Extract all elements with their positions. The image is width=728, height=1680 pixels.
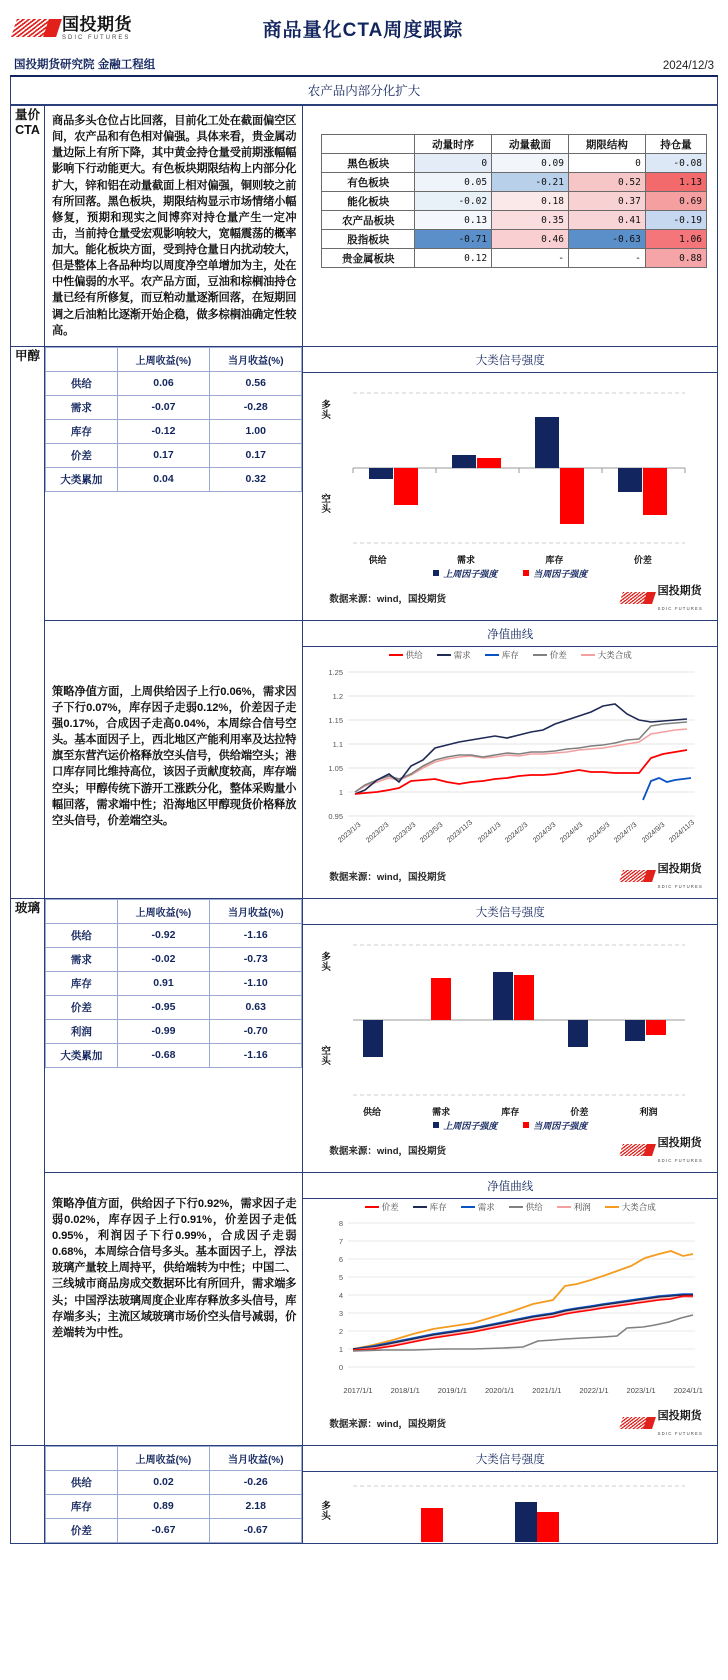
gnv-label-inventory: 库存 — [429, 1201, 447, 1212]
heatmap-cell: -0.08 — [645, 154, 706, 173]
svg-text:1.2: 1.2 — [332, 691, 344, 701]
methanol-ret-corner — [46, 347, 118, 371]
glass-bar-chart — [303, 925, 717, 1172]
svg-text:1.25: 1.25 — [328, 667, 344, 677]
gnv-xtick-6: 2023/1/1 — [626, 1385, 656, 1395]
heatmap-cell: 0.41 — [568, 211, 645, 230]
svg-text:1: 1 — [339, 1344, 344, 1354]
heatmap-row-label: 股指板块 — [322, 230, 415, 249]
svg-text:0: 0 — [339, 1362, 344, 1372]
methanol-bar-chart-cell — [303, 346, 718, 620]
bottom-bar-svg — [303, 1472, 715, 1542]
returns-week-value: -0.12 — [117, 419, 209, 443]
gnv-line-profit-icon — [557, 1206, 571, 1209]
row-label-overview: 量价CTA — [11, 106, 45, 347]
nv-xtick-3: 2023/5/3 — [419, 821, 445, 845]
nv-line-inventory-icon — [485, 654, 499, 657]
glass-bar-legend — [303, 1118, 717, 1132]
svg-text:2: 2 — [339, 1326, 344, 1336]
legend-label-curr: 当周因子强度 — [533, 568, 588, 579]
glass-legend-label-curr: 当周因子强度 — [533, 1120, 588, 1131]
bottom-bar-chart-cell — [303, 1445, 718, 1543]
nv-line-demand-icon — [437, 654, 451, 657]
glass-legend-swatch-prev-icon — [433, 1122, 439, 1128]
table-row — [46, 1470, 302, 1494]
gnv-xtick-4: 2021/1/1 — [532, 1385, 562, 1395]
heatmap-col-momentum-ts: 动量时序 — [415, 135, 492, 154]
gnv-line-spread-icon — [365, 1206, 379, 1209]
glass-nv-chart-cell — [303, 1172, 718, 1445]
returns-month-value: -0.26 — [210, 1470, 302, 1494]
nv-xtick-6: 2024/2/3 — [504, 821, 530, 845]
nv-xtick-12: 2024/11/3 — [667, 819, 696, 845]
watermark-diamond-icon — [621, 590, 655, 606]
legend-swatch-prev-icon — [433, 570, 439, 576]
returns-month-value: -1.10 — [210, 971, 302, 995]
returns-month-value: -0.28 — [210, 395, 302, 419]
nv-legend-supply — [389, 649, 423, 661]
heatmap-cell: 0.13 — [415, 211, 492, 230]
methanol-nv-title: 净值曲线 — [303, 621, 717, 647]
gnv-label-composite: 大类合成 — [621, 1201, 656, 1212]
svg-text:1.1: 1.1 — [332, 739, 344, 749]
methanol-ret-col-week: 上周收益(%) — [117, 347, 209, 371]
gnv-label-supply: 供给 — [525, 1201, 543, 1212]
heatmap-corner — [322, 135, 415, 154]
glass-nv-legend — [303, 1199, 717, 1214]
gnv-xtick-0: 2017/1/1 — [343, 1385, 373, 1395]
bottom-bar-chart — [303, 1472, 717, 1542]
methanol-bar-svg — [303, 373, 715, 553]
glass-bar-chart-title: 大类信号强度 — [303, 899, 717, 925]
watermark-name-en-3: SDIC FUTURES — [657, 1157, 703, 1163]
row-overview — [11, 106, 718, 347]
watermark-name-cn-2: 国投期货 — [657, 862, 702, 875]
watermark-name-cn: 国投期货 — [657, 584, 702, 597]
gnv-label-demand: 需求 — [477, 1201, 495, 1212]
overview-heatmap-cell — [303, 106, 718, 347]
glass-cat-1: 需求 — [432, 1106, 451, 1117]
glass-returns-table — [45, 899, 302, 1068]
heatmap-cell: -0.63 — [568, 230, 645, 249]
row-glass-top — [11, 898, 718, 1172]
nv-label-spread: 价差 — [549, 649, 567, 660]
logo-diamond-icon — [14, 16, 58, 40]
returns-month-value: 0.63 — [210, 995, 302, 1019]
glass-nv-source-row — [303, 1395, 717, 1445]
glass-ret-col-week: 上周收益(%) — [117, 899, 209, 923]
methanol-nv-chart-cell — [303, 620, 718, 898]
returns-row-label: 价差 — [46, 1518, 118, 1542]
heatmap-col-open-interest: 持仓量 — [645, 135, 706, 154]
returns-month-value: 0.17 — [210, 443, 302, 467]
returns-month-value: 1.00 — [210, 419, 302, 443]
methanol-bar-source: 数据来源：wind，国投期货 — [329, 593, 447, 605]
svg-text:3: 3 — [339, 1308, 344, 1318]
methanol-nv-source: 数据来源：wind，国投期货 — [329, 871, 447, 883]
table-row — [46, 419, 302, 443]
svg-text:6: 6 — [339, 1254, 344, 1264]
methanol-bar-legend — [303, 566, 717, 580]
heatmap-cell: 0.18 — [492, 192, 569, 211]
nv-legend-demand — [437, 649, 471, 661]
returns-week-value: 0.91 — [117, 971, 209, 995]
glass-bar-svg — [303, 925, 715, 1105]
glass-ret-col-month: 当月收益(%) — [210, 899, 302, 923]
row-label-methanol: 甲醇 — [11, 346, 45, 898]
sub-header — [0, 56, 728, 75]
gnv-line-inventory-icon — [413, 1206, 427, 1209]
watermark-diamond-icon-2 — [621, 868, 655, 884]
heatmap-cell: 0 — [568, 154, 645, 173]
heatmap-cell: 0.88 — [645, 249, 706, 268]
gnv-xtick-5: 2022/1/1 — [579, 1385, 609, 1395]
svg-text:5: 5 — [339, 1272, 344, 1282]
methanol-nv-source-row — [303, 846, 717, 898]
glass-nv-chart — [303, 1199, 717, 1445]
returns-row-label: 大类累加 — [46, 1043, 118, 1067]
nv-label-demand: 需求 — [453, 649, 471, 660]
row-methanol-top — [11, 346, 718, 620]
table-row — [46, 971, 302, 995]
table-row — [46, 443, 302, 467]
glass-bar-chart-cell — [303, 898, 718, 1172]
heatmap-row-label: 贵金属板块 — [322, 249, 415, 268]
methanol-text-cell — [45, 620, 303, 898]
glass-bar-source-row — [303, 1132, 717, 1172]
svg-text:1.15: 1.15 — [328, 715, 344, 725]
nv-xtick-1: 2023/2/3 — [364, 821, 391, 845]
watermark-name-cn-4: 国投期货 — [657, 1409, 702, 1422]
gnv-line-composite-icon — [605, 1206, 619, 1209]
sector-heatmap-table — [321, 134, 707, 268]
heatmap-cell: 0.37 — [568, 192, 645, 211]
methanol-nv-legend — [303, 647, 717, 662]
methanol-bar-axis-short-label: 空 头 — [321, 493, 331, 515]
returns-row-label: 大类累加 — [46, 467, 118, 491]
methanol-nv-xaxis — [303, 819, 717, 846]
table-row — [46, 371, 302, 395]
returns-row-label: 供给 — [46, 1470, 118, 1494]
methanol-cat-0: 供给 — [368, 554, 387, 565]
returns-week-value: 0.89 — [117, 1494, 209, 1518]
glass-ret-corner — [46, 899, 118, 923]
bottom-bar-chart-title: 大类信号强度 — [303, 1446, 717, 1472]
row-methanol-bottom — [11, 620, 718, 898]
returns-row-label: 需求 — [46, 395, 118, 419]
page-header — [0, 0, 728, 56]
watermark-diamond-icon-3 — [621, 1142, 655, 1158]
glass-cat-3: 价差 — [570, 1106, 589, 1117]
nv-xtick-11: 2024/9/3 — [640, 821, 666, 845]
row-bottom-partial — [11, 1445, 718, 1543]
returns-month-value: -0.67 — [210, 1518, 302, 1542]
heatmap-cell: - — [568, 249, 645, 268]
nv-xtick-10: 2024/7/3 — [613, 821, 639, 845]
returns-month-value: -0.73 — [210, 947, 302, 971]
returns-row-label: 供给 — [46, 371, 118, 395]
methanol-returns-header — [46, 347, 302, 371]
heatmap-cell: 0.35 — [492, 211, 569, 230]
company-logo — [14, 16, 132, 41]
bottom-ret-col-month: 当月收益(%) — [210, 1446, 302, 1470]
methanol-bar-axis-long-label: 多 头 — [321, 399, 331, 421]
logo-name-cn: 国投期货 — [62, 14, 132, 34]
row-glass-bottom — [11, 1172, 718, 1445]
returns-month-value: 0.56 — [210, 371, 302, 395]
headline-banner: 农产品内部分化扩大 — [10, 77, 718, 105]
nv-xtick-8: 2024/4/3 — [558, 821, 585, 845]
nv-xtick-0: 2023/1/3 — [337, 821, 363, 845]
methanol-bar-chart-title: 大类信号强度 — [303, 347, 717, 373]
methanol-ret-col-month: 当月收益(%) — [210, 347, 302, 371]
watermark-name-en: SDIC FUTURES — [657, 605, 703, 611]
methanol-nv-chart — [303, 647, 717, 898]
returns-week-value: 0.06 — [117, 371, 209, 395]
nv-legend-inventory — [485, 649, 519, 661]
bottom-returns-cell — [45, 1445, 303, 1543]
methanol-returns-cell — [45, 346, 303, 620]
heatmap-cell: 0 — [415, 154, 492, 173]
glass-legend-label-prev: 上周因子强度 — [443, 1120, 498, 1131]
department-label: 国投期货研究院 金融工程组 — [14, 59, 156, 71]
methanol-nv-watermark-logo — [621, 860, 703, 892]
row-label-glass: 玻璃 — [11, 898, 45, 1445]
heatmap-cell: 0.69 — [645, 192, 706, 211]
bottom-bar-axis-long-label: 多 头 — [321, 1500, 331, 1522]
glass-returns-header — [46, 899, 302, 923]
glass-legend-item-prev — [433, 1119, 497, 1132]
watermark-name-en-4: SDIC FUTURES — [657, 1430, 703, 1436]
heatmap-row — [322, 211, 707, 230]
returns-week-value: -0.07 — [117, 395, 209, 419]
table-row — [46, 1043, 302, 1067]
methanol-cat-1: 需求 — [457, 554, 476, 565]
methanol-returns-table — [45, 347, 302, 492]
glass-cat-0: 供给 — [362, 1106, 381, 1117]
methanol-bar-source-row — [303, 580, 717, 620]
methanol-paragraph: 策略净值方面，上周供给因子上行0.06%，需求因子下行0.07%，库存因子走弱0.12%，价差因子走强0.17%，合成因子走高0.04%，本周综合信号空头。基本面因子上，西北地区产能利用率及达拉特旗至东营汽运价格释放空头信号，供给端空头；港口库存同比维持高位，该因子贡献度较高，库存端空头；甲醇传统下游开工涨跌分化，整体采购量小幅回落，需求端中性；沿海地区甲醇现货价格释放空头信号，价差端空头。 — [52, 685, 297, 827]
legend-label-prev: 上周因子强度 — [443, 568, 498, 579]
heatmap-row — [322, 230, 707, 249]
nv-xtick-2: 2023/3/3 — [391, 821, 418, 845]
nv-line-supply-icon — [389, 654, 403, 657]
heatmap-cell: 0.09 — [492, 154, 569, 173]
glass-nv-xaxis — [303, 1384, 717, 1395]
methanol-cat-3: 价差 — [633, 554, 652, 565]
bottom-ret-col-week: 上周收益(%) — [117, 1446, 209, 1470]
returns-week-value: -0.67 — [117, 1518, 209, 1542]
returns-week-value: 0.04 — [117, 467, 209, 491]
glass-cat-4: 利润 — [639, 1106, 658, 1117]
svg-text:1.05: 1.05 — [328, 763, 344, 773]
legend-swatch-curr-icon — [523, 570, 529, 576]
returns-week-value: -0.68 — [117, 1043, 209, 1067]
gnv-legend-inventory — [413, 1201, 447, 1213]
glass-returns-cell — [45, 898, 303, 1172]
returns-row-label: 库存 — [46, 971, 118, 995]
heatmap-cell: 0.12 — [415, 249, 492, 268]
nv-label-composite: 大类合成 — [597, 649, 632, 660]
returns-month-value: -1.16 — [210, 1043, 302, 1067]
methanol-nv-svg — [303, 662, 715, 837]
glass-bar-axis-long-label: 多 头 — [321, 951, 331, 973]
nv-xtick-4: 2023/11/3 — [446, 819, 475, 845]
gnv-xtick-1: 2018/1/1 — [390, 1385, 420, 1395]
heatmap-cell: - — [492, 249, 569, 268]
gnv-line-supply-icon — [509, 1206, 523, 1209]
heatmap-row — [322, 173, 707, 192]
heatmap-cell: 0.52 — [568, 173, 645, 192]
table-row — [46, 995, 302, 1019]
gnv-label-profit: 利润 — [573, 1201, 591, 1212]
svg-text:8: 8 — [339, 1218, 344, 1228]
bottom-ret-corner — [46, 1446, 118, 1470]
nv-xtick-9: 2024/5/3 — [586, 821, 612, 845]
svg-text:7: 7 — [339, 1236, 344, 1246]
returns-row-label: 库存 — [46, 1494, 118, 1518]
nv-line-composite-icon — [581, 654, 595, 657]
heatmap-row-label: 农产品板块 — [322, 211, 415, 230]
bottom-returns-table — [45, 1446, 302, 1543]
table-row — [46, 1494, 302, 1518]
gnv-legend-profit — [557, 1201, 591, 1213]
gnv-legend-spread — [365, 1201, 399, 1213]
table-row — [46, 395, 302, 419]
heatmap-col-momentum-cs: 动量截面 — [492, 135, 569, 154]
returns-row-label: 需求 — [46, 947, 118, 971]
returns-row-label: 价差 — [46, 443, 118, 467]
heatmap-cell: 0.46 — [492, 230, 569, 249]
heatmap-row — [322, 249, 707, 268]
methanol-bar-watermark-logo — [621, 582, 703, 614]
returns-month-value: 2.18 — [210, 1494, 302, 1518]
methanol-bar-categories — [303, 553, 717, 566]
heatmap-cell: 1.13 — [645, 173, 706, 192]
glass-legend-item-curr — [523, 1119, 587, 1132]
heatmap-cell: 1.06 — [645, 230, 706, 249]
heatmap-cell: -0.19 — [645, 211, 706, 230]
returns-month-value: 0.32 — [210, 467, 302, 491]
glass-nv-title: 净值曲线 — [303, 1173, 717, 1199]
glass-cat-2: 库存 — [501, 1106, 520, 1117]
returns-week-value: -0.92 — [117, 923, 209, 947]
returns-month-value: -1.16 — [210, 923, 302, 947]
glass-bar-axis-short-label: 空 头 — [321, 1045, 331, 1067]
gnv-legend-supply — [509, 1201, 543, 1213]
report-date: 2024/12/3 — [662, 60, 714, 72]
heatmap-row-label: 黑色板块 — [322, 154, 415, 173]
watermark-name-cn-3: 国投期货 — [657, 1136, 702, 1149]
gnv-line-demand-icon — [461, 1206, 475, 1209]
bottom-returns-header — [46, 1446, 302, 1470]
table-row — [46, 923, 302, 947]
returns-row-label: 价差 — [46, 995, 118, 1019]
heatmap-cell: -0.21 — [492, 173, 569, 192]
returns-month-value: -0.70 — [210, 1019, 302, 1043]
methanol-bar-chart — [303, 373, 717, 620]
page-title: 商品量化CTA周度跟踪 — [262, 19, 464, 41]
returns-row-label: 库存 — [46, 419, 118, 443]
overview-paragraph: 商品多头仓位占比回落，目前化工处在截面偏空区间，农产品和有色相对偏强。具体来看，贵金属动量边际上有所下降，其中黄金持仓量受前期涨幅幅影响下行动能更大。有色板块期限结构上内部分化扩大，锌和铝在动量截面上相对偏强，铜则较之前有所回落。黑色板块，期限结构显示市场情绪小幅修复，预期和现实之间博弈对持仓量产生一定冲击，当前持仓量受宏观影响较大，宽幅震荡的概率加大。能化板块方面，受到持仓量日内扰动较大，但是整体上各品种均以周度净空单增加为主，处在中性偏弱的水平。农产品方面，豆油和棕榈油持仓量已经有所修复，而豆粕动量逐渐回落，在短期回调之后油粕比逐渐开始企稳，做多棕榈油确定性较高。 — [52, 115, 297, 337]
glass-nv-svg — [303, 1214, 715, 1384]
heatmap-row-label: 能化板块 — [322, 192, 415, 211]
nv-xtick-5: 2024/1/3 — [477, 821, 503, 845]
heatmap-cell: 0.05 — [415, 173, 492, 192]
nv-label-inventory: 库存 — [501, 649, 519, 660]
svg-text:4: 4 — [339, 1290, 344, 1300]
returns-week-value: -0.95 — [117, 995, 209, 1019]
table-row — [46, 1518, 302, 1542]
legend-item-prev — [433, 567, 497, 580]
gnv-xtick-3: 2020/1/1 — [484, 1385, 515, 1395]
nv-legend-composite — [581, 649, 632, 661]
returns-week-value: -0.02 — [117, 947, 209, 971]
heatmap-cell: -0.02 — [415, 192, 492, 211]
heatmap-row — [322, 154, 707, 173]
logo-name-en: SDIC FUTURES — [62, 34, 131, 41]
glass-bar-watermark-logo — [621, 1134, 703, 1166]
gnv-legend-demand — [461, 1201, 495, 1213]
glass-nv-watermark-logo — [621, 1407, 703, 1439]
nv-xtick-7: 2024/3/3 — [531, 821, 557, 845]
gnv-legend-composite — [605, 1201, 656, 1213]
nv-legend-spread — [533, 649, 567, 661]
glass-paragraph: 策略净值方面，供给因子下行0.92%，需求因子走弱0.02%，库存因子上行0.91%，价差因子走低0.95%，利润因子下行0.99%，合成因子走弱0.68%，本周综合信号多头。基本面因子上，浮法玻璃产量较上周持平，供给端转为中性；中国二、三线城市商品房成交数据环比有所回升，需求端多头；中国浮法玻璃周度企业库存释放多头信号，库存端多头；主流区域玻璃市场价空头信号减弱，价差端转为中性。 — [52, 1197, 297, 1339]
table-row — [46, 467, 302, 491]
glass-text-cell — [45, 1172, 303, 1445]
returns-week-value: 0.17 — [117, 443, 209, 467]
watermark-name-en-2: SDIC FUTURES — [657, 883, 703, 889]
glass-bar-categories — [303, 1105, 717, 1118]
heatmap-row-label: 有色板块 — [322, 173, 415, 192]
glass-nv-source: 数据来源：wind，国投期货 — [329, 1418, 447, 1430]
heatmap-cell: -0.71 — [415, 230, 492, 249]
glass-legend-swatch-curr-icon — [523, 1122, 529, 1128]
returns-week-value: 0.02 — [117, 1470, 209, 1494]
heatmap-col-term-structure: 期限结构 — [568, 135, 645, 154]
returns-week-value: -0.99 — [117, 1019, 209, 1043]
nv-label-supply: 供给 — [405, 649, 423, 660]
legend-item-curr — [523, 567, 587, 580]
svg-text:0.95: 0.95 — [328, 811, 344, 821]
nv-line-spread-icon — [533, 654, 547, 657]
returns-row-label: 供给 — [46, 923, 118, 947]
gnv-xtick-7: 2024/1/1 — [673, 1385, 703, 1395]
gnv-xtick-2: 2019/1/1 — [437, 1385, 467, 1395]
heatmap-row — [322, 192, 707, 211]
watermark-diamond-icon-4 — [621, 1415, 655, 1431]
table-row — [46, 947, 302, 971]
glass-bar-source: 数据来源：wind，国投期货 — [329, 1145, 447, 1157]
svg-text:1: 1 — [339, 787, 344, 797]
gnv-label-spread: 价差 — [381, 1201, 399, 1212]
report-grid — [10, 105, 718, 1544]
table-row — [46, 1019, 302, 1043]
returns-row-label: 利润 — [46, 1019, 118, 1043]
methanol-cat-2: 库存 — [545, 554, 564, 565]
row-label-bottom — [11, 1445, 45, 1543]
overview-text-cell — [45, 106, 303, 347]
heatmap-header-row — [322, 135, 707, 154]
